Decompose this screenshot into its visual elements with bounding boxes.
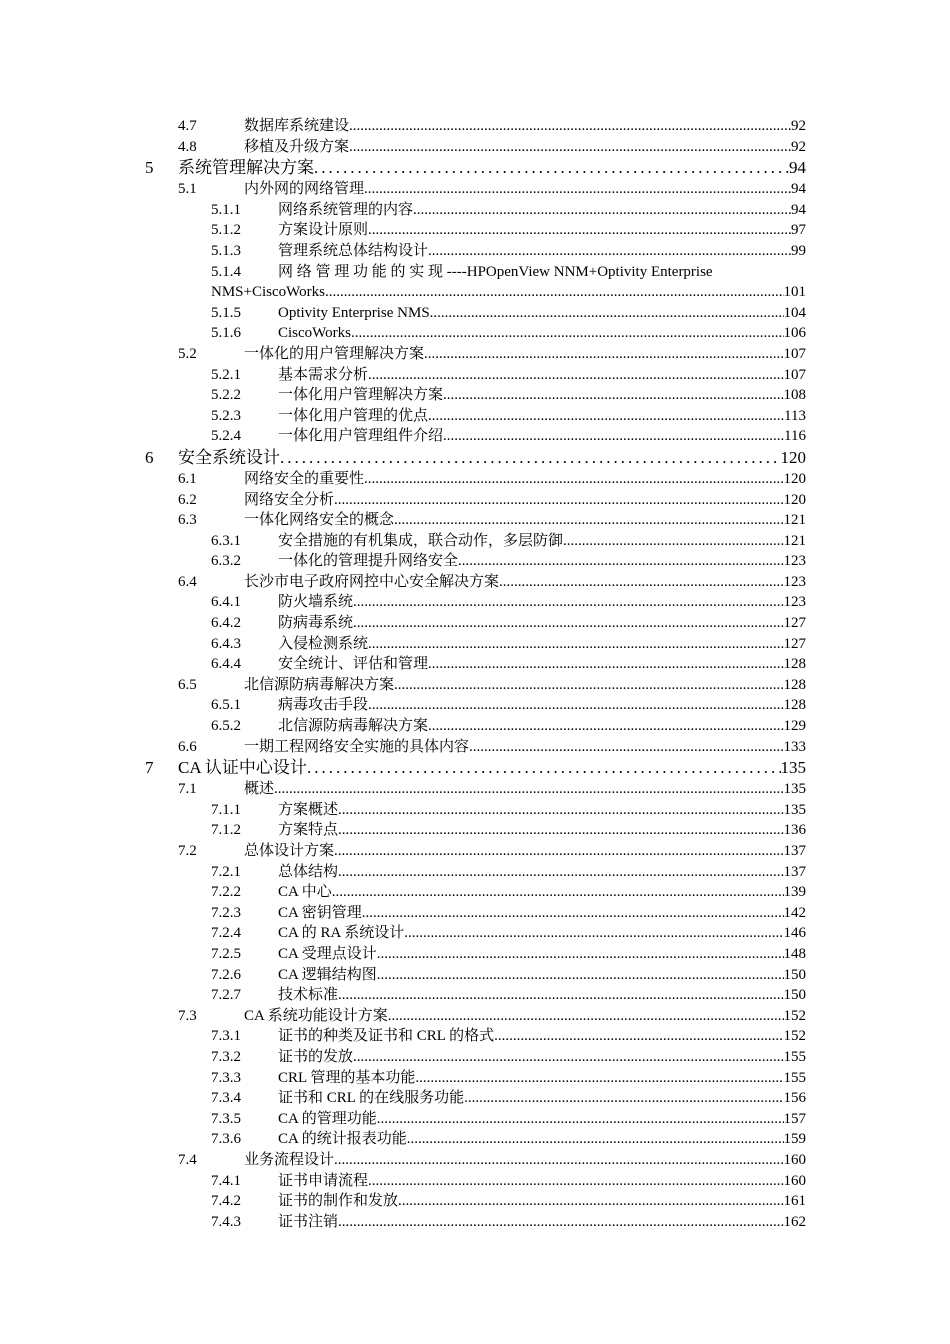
toc-entry[interactable] [0,241,950,262]
toc-entry[interactable] [0,654,950,675]
toc-title: 移植及升级方案 [244,138,350,155]
toc-title: 防病毒系统 [278,615,354,632]
toc-title: 概述 [244,781,275,798]
toc-entry[interactable] [0,323,950,344]
toc-number: 5.2 [178,345,197,362]
toc-number: 5.2.4 [211,428,241,445]
toc-page: 101 [783,284,806,301]
toc-number: 7.4.1 [211,1172,241,1189]
toc-number: 6.5.2 [211,718,241,735]
toc-page: 136 [783,822,806,839]
toc-chapter[interactable] [0,157,950,179]
toc-page: 123 [783,573,806,590]
toc-entry[interactable] [0,944,950,965]
toc-entry[interactable] [0,365,950,386]
toc-page: 94 [789,158,806,178]
toc-page: 123 [783,594,806,611]
toc-title: 一体化的管理提升网络安全 [278,553,459,570]
toc-number: 6.4.3 [211,635,241,652]
toc-number: 4.7 [178,118,197,134]
toc-page: 133 [783,738,806,755]
toc-page: 137 [783,863,806,880]
toc-title: CA 受理点设计 [278,945,377,962]
toc-page: 128 [783,676,806,693]
toc-number: 5.2.3 [211,407,241,424]
toc-entry[interactable] [0,675,950,696]
toc-title: 安全措施的有机集成，联合动作，多层防御 [278,532,564,549]
toc-title: 网络安全分析 [244,491,335,508]
toc-title: 长沙市电子政府网控中心安全解决方案 [244,573,500,590]
dot-leader [338,1212,783,1233]
toc-page: 152 [783,1028,806,1045]
toc-number: 4.8 [178,138,197,155]
toc-number: 5.2.1 [211,366,241,383]
toc-title: 业务流程设计 [244,1151,335,1168]
dot-leader [428,406,784,427]
dot-leader [334,1150,783,1171]
toc-entry[interactable] [0,903,950,924]
dot-leader [428,654,783,675]
dot-leader [428,716,783,737]
toc-number: 7.3.2 [211,1048,241,1065]
toc-entry[interactable] [0,344,950,365]
dot-leader [353,1047,783,1068]
toc-page: 152 [783,1007,806,1024]
toc-page: 121 [783,512,806,529]
toc-number: 7.2.3 [211,904,241,921]
toc-entry[interactable] [0,613,950,634]
dot-leader [334,841,783,862]
dot-leader [415,1068,783,1089]
toc-title: 网 络 管 理 功 能 的 实 现 ----HPOpenView NNM+Optivity Enterprise [278,263,713,280]
toc-page: 135 [780,758,806,778]
toc-entry[interactable] [0,1047,950,1068]
toc-title: 安全统计、评估和管理 [278,656,429,673]
toc-entry-continuation[interactable] [0,282,950,303]
toc-number: 5.1.1 [211,201,241,218]
toc-entry[interactable] [0,1129,950,1150]
toc-page: 160 [783,1172,806,1189]
toc-page: 120 [783,470,806,487]
toc-number: 7.2.4 [211,925,241,942]
toc-entry[interactable] [0,965,950,986]
toc-title: 证书的制作和发放 [278,1193,399,1210]
toc-entry[interactable] [0,592,950,613]
dot-leader [424,344,783,365]
toc-title: 管理系统总体结构设计 [278,242,429,259]
dot-leader [362,903,784,924]
toc-number: 7.2.5 [211,945,241,962]
toc-chapter[interactable] [0,447,950,469]
toc-page: 139 [783,884,806,901]
toc-title: CA 密钥管理 [278,904,362,921]
toc-title: 一期工程网络安全实施的具体内容 [244,738,470,755]
toc-title: 方案概述 [278,801,339,818]
toc-page: 92 [791,118,806,134]
dot-leader [351,323,784,344]
toc-entry[interactable] [0,1191,950,1212]
toc-entry[interactable] [0,695,950,716]
toc-entry[interactable] [0,510,950,531]
toc-number: 6.6 [178,738,197,755]
dot-leader [338,800,783,821]
dot-leader [338,820,783,841]
toc-entry[interactable] [0,634,950,655]
dot-leader [413,200,791,221]
toc-number: 7.2.2 [211,884,241,901]
toc-number: 7.3.4 [211,1090,241,1107]
dot-leader [274,779,783,800]
toc-title: 一体化网络安全的概念 [244,512,395,529]
toc-number: 5.1.2 [211,222,241,239]
dot-leader [314,157,789,179]
toc-title: 入侵检测系统 [278,635,369,652]
toc-number: 6.4.1 [211,594,241,611]
toc-entry[interactable] [0,841,950,862]
toc-number: 5.1.4 [211,263,241,280]
toc-page: 135 [783,781,806,798]
toc-page: 92 [791,138,806,155]
dot-leader [377,965,784,986]
toc-title: CA 认证中心设计 [178,758,307,778]
dot-leader [334,490,783,511]
toc-title: 总体设计方案 [244,843,335,859]
toc-page: 129 [783,718,806,735]
toc-entry[interactable] [0,531,950,552]
toc-title: 病毒攻击手段 [278,697,369,714]
dot-leader [398,1191,783,1212]
dot-leader [307,757,781,779]
toc-entry[interactable] [0,490,950,511]
toc-page: 157 [783,1110,806,1127]
toc-title: Optivity Enterprise NMS [278,304,430,321]
toc-number: 7.4 [178,1151,197,1168]
toc-entry[interactable] [0,1068,950,1089]
toc-title: CA 的统计报表功能 [278,1131,407,1148]
toc-page: 155 [783,1069,806,1086]
toc-number: 5.1.6 [211,325,241,342]
toc-title: 总体结构 [278,863,339,880]
toc-title: 基本需求分析 [278,366,369,383]
toc-entry[interactable] [0,1150,950,1171]
dot-leader [332,882,784,903]
toc-page: 104 [783,304,806,321]
toc-number: 7.4.3 [211,1213,241,1230]
toc-number: 6.5.1 [211,697,241,714]
toc-page: 107 [783,366,806,383]
toc-number: 7 [145,758,154,778]
toc-number: 7.2.7 [211,987,241,1004]
toc-page: 106 [783,325,806,342]
toc-page: 150 [783,966,806,983]
toc-title: CiscoWorks [278,325,351,342]
toc-title: 证书申请流程 [278,1172,369,1189]
toc-number: 7.3.3 [211,1069,241,1086]
toc-entry[interactable] [0,1088,950,1109]
toc-number: 7.2 [178,843,197,859]
dot-leader [394,675,783,696]
toc-entry[interactable] [0,716,950,737]
toc-page: 120 [783,491,806,508]
dot-leader [349,116,791,137]
toc-number: 5.1.5 [211,304,241,321]
dot-leader [353,592,783,613]
toc-number: 7.3.5 [211,1110,241,1127]
toc-entry[interactable] [0,426,950,447]
toc-page: 128 [783,656,806,673]
toc-entry[interactable] [0,1006,950,1027]
dot-leader [364,469,783,490]
toc-page: 121 [783,532,806,549]
toc-page: 137 [783,843,806,859]
toc-number: 7.3.1 [211,1028,241,1045]
dot-leader [368,634,783,655]
dot-leader [499,572,783,593]
toc-entry[interactable] [0,1026,950,1047]
dot-leader [349,137,791,158]
toc-entry[interactable] [0,303,950,324]
toc-entry[interactable] [0,862,950,883]
dot-leader [353,613,783,634]
dot-leader [404,923,783,944]
toc-page: 161 [783,1193,806,1210]
dot-leader [458,551,783,572]
toc-title: NMS+CiscoWorks [211,284,325,301]
toc-page: 123 [783,553,806,570]
toc-entry[interactable] [0,385,950,406]
toc-page: 142 [783,904,806,921]
toc-title: 北信源防病毒解决方案 [278,718,429,735]
toc-title: 网络安全的重要性 [244,470,365,487]
toc-page: 99 [791,242,806,259]
toc-number: 7.1.1 [211,801,241,818]
toc-page: 127 [783,635,806,652]
toc-title: CA 的管理功能 [278,1110,377,1127]
toc-number: 6.5 [178,676,197,693]
toc-page: 120 [780,447,806,467]
toc-entry[interactable] [0,116,950,137]
toc-number: 6.3.1 [211,532,241,549]
dot-leader [464,1088,783,1109]
toc-page: 116 [784,428,806,445]
toc-number: 5.1 [178,181,197,198]
dot-leader [368,365,783,386]
toc-entry[interactable] [0,179,950,200]
dot-leader [377,944,784,965]
toc-entry[interactable] [0,200,950,221]
toc-page: 135 [783,801,806,818]
toc-number: 6.4.4 [211,656,241,673]
toc-title: 技术标准 [278,987,339,1004]
toc-title: 证书的种类及证书和 CRL 的格式 [278,1028,495,1045]
dot-leader [325,282,784,303]
toc-number: 7.1.2 [211,822,241,839]
toc-entry[interactable] [0,779,950,800]
toc-page: 156 [783,1090,806,1107]
toc-entry[interactable] [0,220,950,241]
toc-entry[interactable] [0,469,950,490]
toc-page: 128 [783,697,806,714]
toc-entry[interactable] [0,262,950,283]
toc-page: 127 [783,615,806,632]
dot-leader [280,447,781,469]
toc-number: 6.4 [178,573,197,590]
toc-page: 159 [783,1131,806,1148]
toc-entry[interactable] [0,985,950,1006]
toc-title: 数据库系统建设 [244,118,350,134]
toc-title: 网络系统管理的内容 [278,201,414,218]
toc-title: 防火墙系统 [278,594,354,611]
dot-leader [394,510,783,531]
toc-number: 6 [145,447,154,467]
toc-number: 5 [145,158,154,178]
dot-leader [338,985,783,1006]
toc-number: 5.1.3 [211,242,241,259]
toc-entry[interactable] [0,1171,950,1192]
toc-number: 7.2.6 [211,966,241,983]
toc-entry[interactable] [0,737,950,758]
toc-title: 系统管理解决方案 [178,158,314,178]
toc-entry[interactable] [0,551,950,572]
toc-page: 162 [783,1213,806,1230]
toc-number: 6.3.2 [211,553,241,570]
toc-title: 一体化的用户管理解决方案 [244,345,425,362]
toc-title: 内外网的网络管理 [244,181,365,198]
toc-title: 方案设计原则 [278,222,369,239]
dot-leader [364,179,791,200]
toc-page: 150 [783,987,806,1004]
toc-page: 160 [783,1151,806,1168]
toc-entry[interactable] [0,406,950,427]
toc-number: 5.2.2 [211,387,241,404]
toc-number: 6.1 [178,470,197,487]
toc-number: 6.2 [178,491,197,508]
dot-leader [368,1171,783,1192]
dot-leader [368,695,783,716]
toc-title: 证书的发放 [278,1048,354,1065]
toc-entry[interactable] [0,923,950,944]
toc-page: 113 [784,407,806,424]
toc-title: 一体化用户管理组件介绍 [278,428,444,445]
toc-page: 108 [783,387,806,404]
toc-title: 北信源防病毒解决方案 [244,676,395,693]
toc-title: 一体化用户管理的优点 [278,407,429,424]
toc-entry[interactable] [0,572,950,593]
toc-number: 6.3 [178,512,197,529]
toc-chapter[interactable] [0,757,950,779]
toc-page: 155 [783,1048,806,1065]
toc-entry[interactable] [0,137,950,158]
toc-page: 94 [791,181,806,198]
toc-title: CA 系统功能设计方案 [244,1007,388,1024]
toc-number: 7.3 [178,1007,197,1024]
dot-leader [443,426,784,447]
dot-leader [430,303,784,324]
toc-title: 证书注销 [278,1213,339,1230]
toc-number: 7.4.2 [211,1193,241,1210]
dot-leader [338,862,783,883]
dot-leader [494,1026,783,1047]
dot-leader [368,220,791,241]
toc-page: 148 [783,945,806,962]
toc-title: 一体化用户管理解决方案 [278,387,444,404]
dot-leader [469,737,783,758]
toc-title: CA 的 RA 系统设计 [278,925,405,942]
toc-entry[interactable] [0,820,950,841]
toc-title: CA 逻辑结构图 [278,966,377,983]
toc-number: 7.3.6 [211,1131,241,1148]
toc-number: 6.4.2 [211,615,241,632]
dot-leader [563,531,783,552]
toc-page: 97 [791,222,806,239]
toc-title: 安全系统设计 [178,447,280,467]
toc-title: 方案特点 [278,822,339,839]
toc-entry[interactable] [0,882,950,903]
toc-entry[interactable] [0,1212,950,1233]
dot-leader [428,241,791,262]
toc-page: 107 [783,345,806,362]
toc-page: 94 [791,201,806,218]
toc-title: CRL 管理的基本功能 [278,1069,416,1086]
dot-leader [443,385,783,406]
dot-leader [377,1109,784,1130]
toc-entry[interactable] [0,1109,950,1130]
toc-number: 7.2.1 [211,863,241,880]
dot-leader [407,1129,784,1150]
dot-leader [388,1006,784,1027]
table-of-contents [0,116,950,1232]
toc-entry[interactable] [0,800,950,821]
toc-number: 7.1 [178,781,197,798]
toc-title: 证书和 CRL 的在线服务功能 [278,1090,465,1107]
toc-title: CA 中心 [278,884,332,901]
toc-page: 146 [783,925,806,942]
